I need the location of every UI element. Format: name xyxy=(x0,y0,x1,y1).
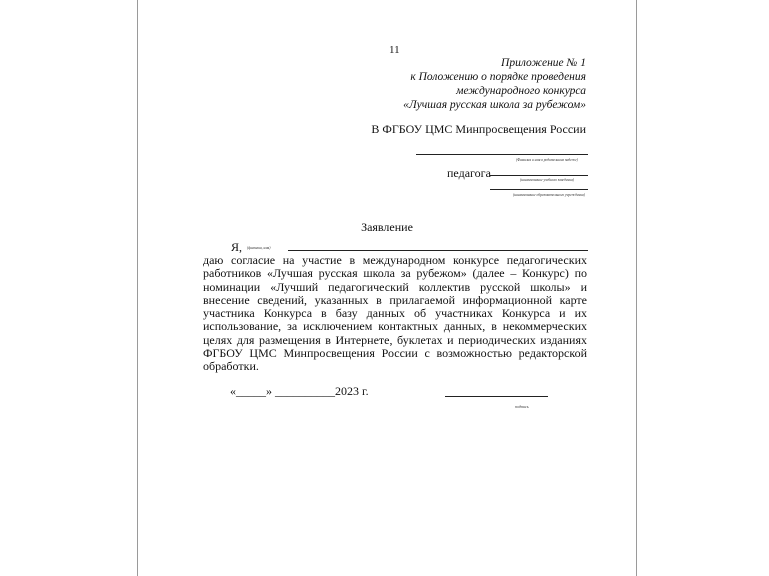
org-underline xyxy=(416,154,588,155)
signature-label: подпись xyxy=(515,404,529,409)
school-underline xyxy=(490,189,588,190)
appendix-line-1: Приложение № 1 xyxy=(501,57,586,69)
document-title: Заявление xyxy=(361,220,413,234)
hint-school: (наименование учебного заведения) xyxy=(520,178,574,182)
document-page xyxy=(138,0,636,576)
teacher-label: педагога xyxy=(447,166,491,180)
page-number: 11 xyxy=(389,44,400,56)
date-line: «_____» __________2023 г. xyxy=(230,384,369,398)
ya-label: Я, xyxy=(231,240,243,254)
fio-underline xyxy=(288,250,588,251)
addressee: В ФГБОУ ЦМС Минпросвещения России xyxy=(371,122,586,136)
appendix-line-3: международного конкурса xyxy=(456,85,586,97)
hint-org: (Фамилия и имя в родительном падеже) xyxy=(516,158,578,162)
page-edge-right xyxy=(636,0,637,576)
signature-underline xyxy=(445,396,548,397)
appendix-line-2: к Положению о порядке проведения xyxy=(410,71,586,83)
hint-fio: (фамилия, имя) xyxy=(247,246,271,250)
appendix-line-4: «Лучшая русская школа за рубежом» xyxy=(403,99,586,111)
teacher-underline xyxy=(490,175,588,176)
body-paragraph: даю согласие на участие в международном конкурсе педагогических работников «Лучшая русская школа за рубежом» (далее – Конкурс) по номинации «Лучший педагогический коллектив русской школы» и внесение сведений, указанных в прилагаемой информационной карте участника Конкурса в базу данных об участниках Конкурса и их использование, за исключением контактных данных, в некоммерческих целях для размещения в Интернете, буклетах и периодических изданиях ФГБОУ ЦМС Минпросвещения России с возможностью редакторской обработки. xyxy=(203,253,587,374)
body-text xyxy=(203,254,587,374)
hint-country: (наименование образовательного учреждения) xyxy=(513,193,585,197)
